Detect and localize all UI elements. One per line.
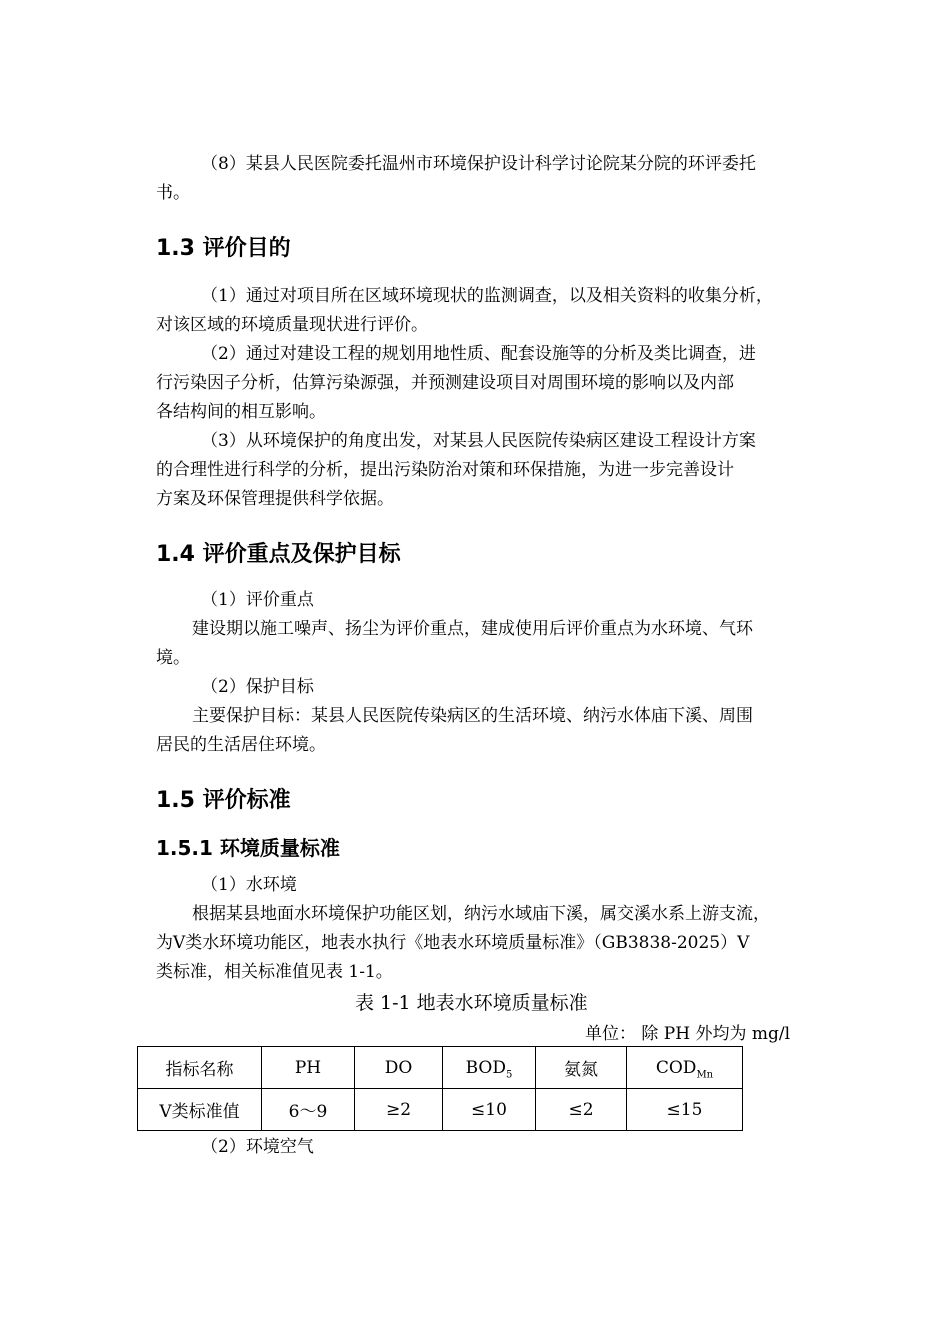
purpose-2-line-2: 行污染因子分析，估算污染源强，并预测建设项目对周围环境的影响以及内部 [156, 373, 734, 393]
heading-1-4: 1.4 评价重点及保护目标 [156, 542, 401, 567]
header-indicator-name: 指标名称 [138, 1047, 262, 1089]
key-points-line-1: 建设期以施工噪声、扬尘为评价重点，建成使用后评价重点为水环境、气环 [192, 619, 753, 639]
key-points-line-2: 境。 [156, 648, 190, 668]
cell-ph-value: 6～9 [262, 1089, 355, 1131]
table-unit: 单位： 除 PH 外均为 mg/l [585, 1024, 791, 1044]
purpose-3-line-1: （3）从环境保护的角度出发，对某县人民医院传染病区建设工程设计方案 [201, 431, 756, 451]
air-env-label: （2）环境空气 [201, 1137, 314, 1157]
protection-line-2: 居民的生活居住环境。 [156, 735, 326, 755]
cod-subscript: Mn [696, 1068, 714, 1080]
water-env-line-2: 为Ⅴ类水环境功能区，地表水执行《地表水环境质量标准》（GB3838-2025）Ⅴ [156, 933, 750, 953]
table-header-row [138, 1047, 743, 1089]
purpose-2-line-3: 各结构间的相互影响。 [156, 402, 326, 422]
water-env-label: （1）水环境 [201, 875, 297, 895]
protection-label: （2）保护目标 [201, 677, 314, 697]
header-bod5 [443, 1047, 536, 1089]
heading-1-5: 1.5 评价标准 [156, 788, 291, 813]
purpose-1-line-1: （1）通过对项目所在区域环境现状的监测调查，以及相关资料的收集分析， [201, 286, 773, 306]
purpose-3-line-3: 方案及环保管理提供科学依据。 [156, 489, 394, 509]
header-ammonia-nitrogen: 氨氮 [536, 1047, 627, 1089]
bod-text: BOD [465, 1057, 506, 1078]
purpose-3-line-2: 的合理性进行科学的分析，提出污染防治对策和环保措施，为进一步完善设计 [156, 460, 734, 480]
cell-ammonia-value: ≤2 [536, 1089, 627, 1131]
protection-line-1: 主要保护目标：某县人民医院传染病区的生活环境、纳污水体庙下溪、周围 [192, 706, 753, 726]
bod-subscript: 5 [506, 1068, 513, 1080]
water-quality-standard-table [137, 1046, 743, 1131]
purpose-1-line-2: 对该区域的环境质量现状进行评价。 [156, 315, 428, 335]
item-8-line-1: （8）某县人民医院委托温州市环境保护设计科学讨论院某分院的环评委托 [201, 154, 756, 174]
table-caption: 表 1-1 地表水环境质量标准 [355, 992, 588, 1014]
cell-do-value: ≥2 [355, 1089, 443, 1131]
purpose-2-line-1: （2）通过对建设工程的规划用地性质、配套设施等的分析及类比调查，进 [201, 344, 756, 364]
header-ph: PH [262, 1047, 355, 1089]
key-points-label: （1）评价重点 [201, 590, 314, 610]
cell-codmn-value: ≤15 [627, 1089, 743, 1131]
header-do: DO [355, 1047, 443, 1089]
table-row [138, 1089, 743, 1131]
cell-class-v-standard: Ⅴ类标准值 [138, 1089, 262, 1131]
header-codmn [627, 1047, 743, 1089]
cell-bod5-value: ≤10 [443, 1089, 536, 1131]
cod-text: COD [655, 1057, 697, 1078]
heading-1-5-1: 1.5.1 环境质量标准 [156, 836, 340, 860]
heading-1-3: 1.3 评价目的 [156, 236, 291, 261]
water-env-line-1: 根据某县地面水环境保护功能区划，纳污水域庙下溪，属交溪水系上游支流， [192, 904, 770, 924]
water-env-line-3: 类标准，相关标准值见表 1-1。 [156, 962, 393, 982]
item-8-line-2: 书。 [156, 183, 190, 203]
